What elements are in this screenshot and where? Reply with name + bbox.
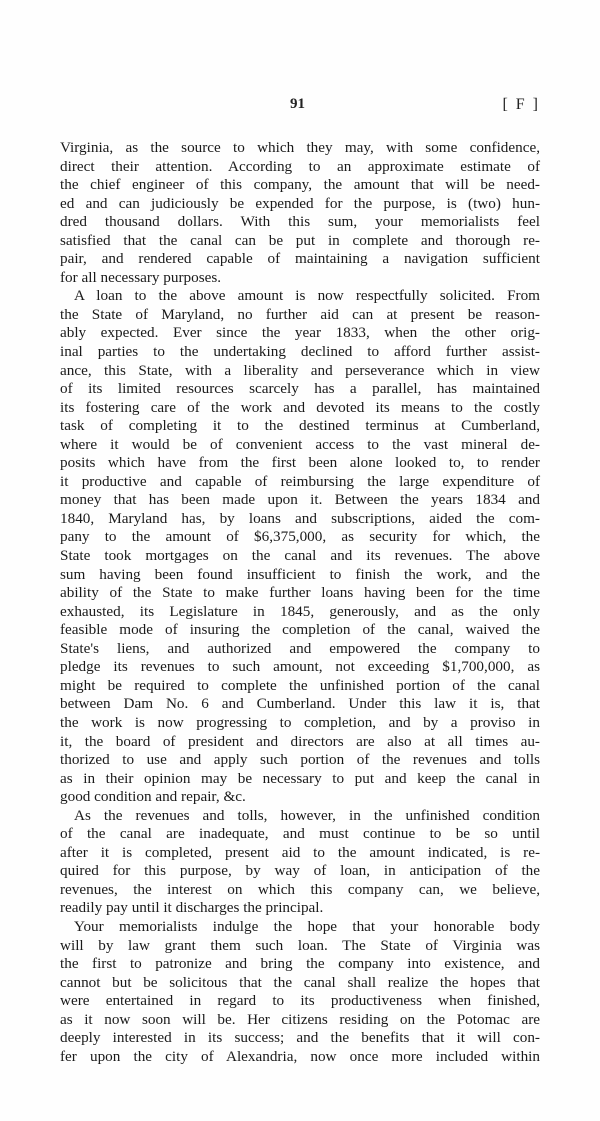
signature-mark: [ F ] [502,96,540,113]
text-line: thorized to use and apply such portion of the revenues and tolls [60,751,540,769]
text-line: it, the board of president and directors are also at all times au- [60,732,540,750]
paragraph [60,807,540,918]
text-line: 1840, Maryland has, by loans and subscriptions, aided the com- [60,509,540,527]
text-line: pany to the amount of $6,375,000, as security for which, the [60,528,540,546]
text-line: will by law grant them such loan. The State of Virginia was [60,936,540,954]
text-line: dred thousand dollars. With this sum, your memorialists feel [60,213,540,231]
page-number: 91 [290,96,305,112]
text-line: quired for this purpose, by way of loan, in anticipation of the [60,862,540,880]
text-line: readily pay until it discharges the principal. [60,899,324,917]
text-line: as it now soon will be. Her citizens residing on the Potomac are [60,1010,540,1028]
paragraph [60,287,540,806]
text-line: posits which have from the first been alone looked to, to render [60,454,540,472]
text-line: the work is now progressing to completion, and by a proviso in [60,713,540,731]
text-line: task of completing it to the destined terminus at Cumberland, [60,417,540,435]
text-line: it productive and capable of reimbursing the large expenditure of [60,472,540,490]
text-line: ed and can judiciously be expended for the purpose, is (two) hun- [60,194,540,212]
text-line: As the revenues and tolls, however, in the unfinished condition [74,806,540,824]
text-line: direct their attention. According to an approximate estimate of [60,157,540,175]
text-line: sum having been found insufficient to finish the work, and the [60,565,540,583]
text-line: deeply interested in its success; and the benefits that it will con- [60,1029,540,1047]
body-text [60,139,540,1066]
text-line: after it is completed, present aid to the amount indicated, is re- [60,843,540,861]
text-line: money that has been made upon it. Between the years 1834 and [60,491,540,509]
text-line: State's liens, and authorized and empowered the company to [60,639,540,657]
text-line: satisfied that the canal can be put in complete and thorough re- [60,231,540,249]
text-line: for all necessary purposes. [60,268,222,286]
text-line: of its limited resources scarcely has a parallel, has maintained [60,380,540,398]
text-line: its fostering care of the work and devoted its means to the costly [60,398,540,416]
text-line: ability of the State to make further loans having been for the time [60,584,540,602]
paragraph [60,139,540,287]
text-line: ably expected. Ever since the year 1833, when the other orig- [60,324,540,342]
text-line: the chief engineer of this company, the amount that will be need- [60,176,540,194]
text-line: Your memorialists indulge the hope that your honorable body [74,917,540,935]
text-line: as in their opinion may be necessary to put and keep the canal in [60,769,540,787]
paragraph [60,918,540,1066]
text-line: exhausted, its Legislature in 1845, generously, and as the only [60,602,540,620]
text-line: pair, and rendered capable of maintaining a navigation sufficient [60,250,540,268]
text-line: feasible mode of insuring the completion of the canal, waived the [60,621,540,639]
text-line: good condition and repair, &c. [60,788,246,806]
text-line: A loan to the above amount is now respectfully solicited. From [74,287,540,305]
text-line: between Dam No. 6 and Cumberland. Under this law it is, that [60,695,540,713]
text-line: pledge its revenues to such amount, not exceeding $1,700,000, as [60,658,540,676]
text-line: the first to patronize and bring the company into existence, and [60,955,540,973]
text-line: inal parties to the undertaking declined to afford further assist- [60,343,540,361]
text-line: State took mortgages on the canal and its revenues. The above [60,547,540,565]
text-line: might be required to complete the unfinished portion of the canal [60,676,540,694]
text-line: were entertained in regard to its productiveness when finished, [60,992,540,1010]
text-line: cannot but be solicitous that the canal shall realize the hopes that [60,973,540,991]
text-line: revenues, the interest on which this company can, we believe, [60,880,540,898]
text-line: of the canal are inadequate, and must continue to be so until [60,825,540,843]
page-header [60,96,540,118]
text-line: where it would be of convenient access to the vast mineral de- [60,435,540,453]
text-line: fer upon the city of Alexandria, now once more included within [60,1047,540,1065]
text-line: ance, this State, with a liberality and perseverance which in view [60,361,540,379]
text-line: the State of Maryland, no further aid can at present be reason- [60,305,540,323]
text-line: Virginia, as the source to which they may, with some confidence, [60,139,540,156]
